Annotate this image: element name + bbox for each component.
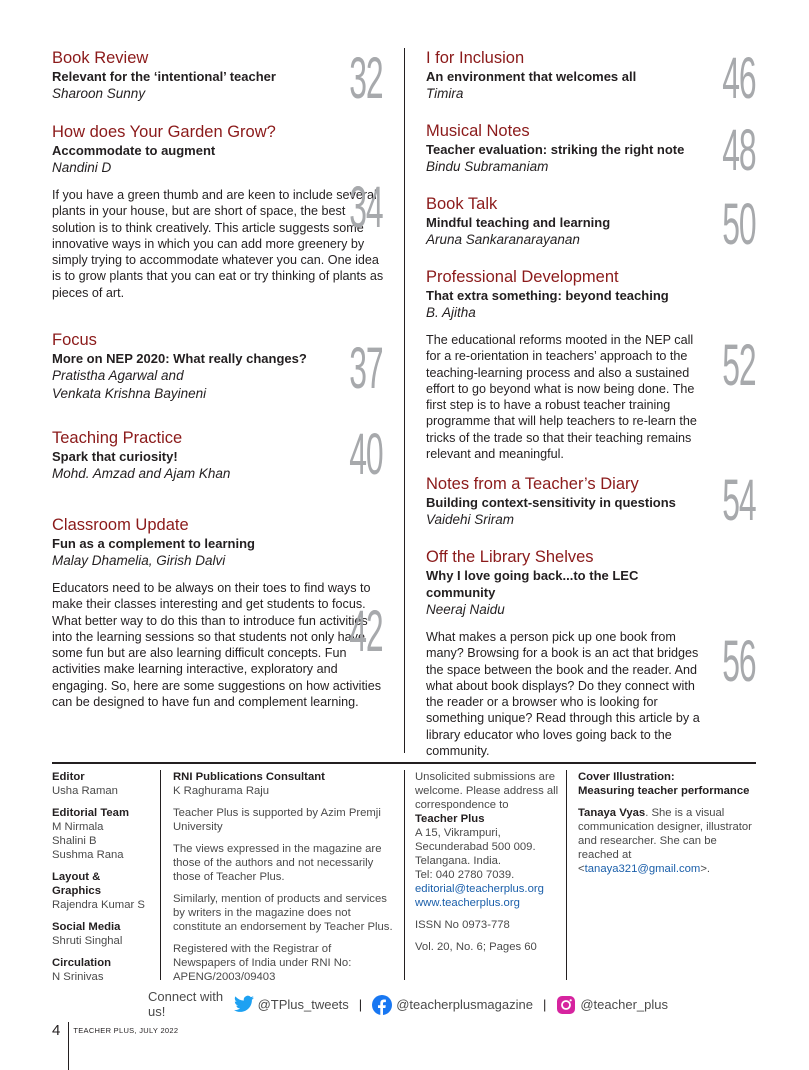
- page-footer: [52, 1022, 178, 1070]
- author: Pratistha Agarwal and: [52, 368, 184, 383]
- staff-name: Sushma Rana: [52, 849, 124, 861]
- author: Sharoon Sunny: [52, 86, 146, 101]
- toc-entry-book-talk[interactable]: [426, 192, 766, 257]
- author: Neeraj Naidu: [426, 602, 505, 617]
- page-number: 48: [722, 118, 756, 183]
- toc-entry-garden[interactable]: [52, 122, 387, 301]
- section-title: I for Inclusion: [426, 49, 525, 67]
- section-title: Focus: [52, 331, 97, 349]
- page-number: 32: [349, 46, 383, 111]
- page-number: 40: [349, 422, 383, 487]
- section-title: Teaching Practice: [52, 429, 183, 447]
- connect-label: Connect with us!: [148, 989, 224, 1019]
- staff-name: Rajendra Kumar S: [52, 899, 145, 911]
- endorsement-disclaimer: Similarly, mention of products and services by writers in the magazine does not constitute an endorsement by Teacher Plus.: [173, 893, 393, 933]
- article-title: Teacher evaluation: striking the right note: [426, 142, 685, 157]
- twitter-icon[interactable]: [234, 995, 254, 1013]
- toc-entry-musical-notes[interactable]: [426, 118, 766, 183]
- role-label: Layout & Graphics: [52, 871, 101, 897]
- role-label: Editor: [52, 771, 85, 783]
- article-title: Why I love going back...to the LEC community: [426, 568, 639, 600]
- staff-name: Shalini B: [52, 835, 97, 847]
- instagram-icon[interactable]: [556, 995, 576, 1013]
- address-line: Telangana. India.: [415, 855, 502, 867]
- article-title: More on NEP 2020: What really changes?: [52, 351, 307, 366]
- author: Bindu Subramaniam: [426, 159, 549, 174]
- facebook-handle[interactable]: @teacherplusmagazine: [396, 996, 533, 1012]
- page-number: 46: [722, 46, 756, 111]
- article-title: Building context-sensitivity in questions: [426, 495, 676, 510]
- section-title: Book Talk: [426, 195, 498, 213]
- issn: ISSN No 0973-778: [415, 919, 510, 931]
- article-blurb: Educators need to be always on their toes to find ways to make their classes interesting and get students to focus. What better way to do this than to introduce fun activities into the learning sessions so that students not only have some fun but are also learning difficult concepts. Fun activities make learning interactive, exploratory and engaging. So, here are some suggestions on how activities can be designed to have fun and complement learning.: [52, 581, 382, 710]
- toc-entry-book-review[interactable]: [52, 46, 387, 111]
- email-link[interactable]: editorial@teacherplus.org: [415, 883, 544, 895]
- article-blurb: The educational reforms mooted in the NEP call for a re-orientation in teachers’ approach to the teaching-learning process and also a sustained effort to go beyond what is now being done. The first step is to have a robust teacher training programme that will help teachers to re-learn the tricks of the trade so that their teaching remains relevant and meaningful.: [426, 333, 697, 462]
- cover-subtitle: Measuring teacher performance: [578, 785, 750, 797]
- address-line: Secunderabad 500 009.: [415, 841, 536, 853]
- staff-name: Usha Raman: [52, 785, 118, 797]
- magazine-issue: TEACHER PLUS, JULY 2022: [73, 1026, 179, 1035]
- website-link[interactable]: www.teacherplus.org: [415, 897, 520, 909]
- org-name: Teacher Plus: [415, 813, 485, 825]
- masthead-rule: [52, 762, 756, 764]
- masthead-editorial-team: [52, 806, 147, 862]
- section-title: Book Review: [52, 49, 149, 67]
- social-bar: Connect with us! @TPlus_tweets | @teacherplusmagazine | @teacher_plus: [148, 989, 668, 1019]
- masthead-divider: [404, 770, 405, 980]
- illustrator-name: Tanaya Vyas: [578, 807, 646, 819]
- toc-entry-classroom-update[interactable]: [52, 515, 387, 710]
- masthead-staff: [52, 770, 147, 992]
- role-label: Circulation: [52, 957, 111, 969]
- author: Venkata Krishna Bayineni: [52, 386, 207, 401]
- instagram-handle[interactable]: @teacher_plus: [580, 996, 668, 1012]
- masthead-publication-info: [173, 770, 395, 992]
- role-label: Editorial Team: [52, 807, 130, 819]
- masthead-editor: [52, 770, 147, 798]
- masthead-circulation: [52, 956, 147, 984]
- toc-entry-focus[interactable]: [52, 330, 387, 403]
- folio-number: 4: [52, 1022, 61, 1039]
- volume-info: Vol. 20, No. 6; Pages 60: [415, 941, 537, 953]
- submissions-note: Unsolicited submissions are welcome. Please address all correspondence to: [415, 771, 559, 811]
- column-divider: [404, 48, 405, 753]
- page-number: 50: [722, 192, 756, 257]
- section-title: How does Your Garden Grow?: [52, 123, 276, 141]
- illustrator-bio: Tanaya Vyas. She is a visual communication designer, illustrator and researcher. She can be reached at <tanaya321@gmail.com>.: [578, 807, 752, 875]
- masthead-cover-credit: [578, 770, 758, 876]
- masthead-contact: [415, 770, 560, 954]
- author: Mohd. Amzad and Ajam Khan: [52, 466, 231, 481]
- section-title: Off the Library Shelves: [426, 548, 594, 566]
- article-title: Mindful teaching and learning: [426, 215, 611, 230]
- page-number: 54: [722, 468, 756, 533]
- page-number: 42: [349, 599, 383, 664]
- section-title: Professional Development: [426, 268, 619, 286]
- toc-entry-teaching-practice[interactable]: [52, 422, 387, 487]
- author: Timira: [426, 86, 464, 101]
- staff-name: Shruti Singhal: [52, 935, 123, 947]
- masthead-divider: [160, 770, 161, 980]
- illustrator-email[interactable]: tanaya321@gmail.com: [584, 863, 701, 875]
- views-disclaimer: The views expressed in the magazine are those of the authors and not necessarily those of Teacher Plus.: [173, 843, 382, 883]
- staff-name: M Nirmala: [52, 821, 104, 833]
- registration-note: Registered with the Registrar of Newspapers of India under RNI No: APENG/2003/09403: [173, 943, 352, 983]
- article-title: Accommodate to augment: [52, 143, 216, 158]
- consultant-name: K Raghurama Raju: [173, 785, 270, 797]
- consultant-label: RNI Publications Consultant: [173, 771, 325, 783]
- support-note: Teacher Plus is supported by Azim Premji University: [173, 807, 381, 833]
- article-title: An environment that welcomes all: [426, 69, 637, 84]
- facebook-icon[interactable]: [372, 995, 392, 1013]
- article-blurb: What makes a person pick up one book from many? Browsing for a book is an act that bridges the space between the book and the reader. And what about book displays? Do they connect with the reader or a browser who is looking for something unique? Read through this article by a library educator who loves going back to the community.: [426, 630, 700, 759]
- section-title: Musical Notes: [426, 122, 530, 140]
- toc-entry-inclusion[interactable]: [426, 46, 766, 111]
- role-label: Social Media: [52, 921, 121, 933]
- page-number: 56: [722, 629, 756, 694]
- page-number: 34: [349, 175, 383, 240]
- masthead-layout: [52, 870, 147, 912]
- page-number: 52: [722, 333, 756, 398]
- twitter-handle[interactable]: @TPlus_tweets: [257, 996, 349, 1012]
- author: Aruna Sankaranarayanan: [426, 232, 580, 247]
- author: B. Ajitha: [426, 305, 476, 320]
- article-title: Relevant for the ‘intentional’ teacher: [52, 69, 276, 84]
- toc-entry-library-shelves[interactable]: [426, 547, 766, 759]
- phone: Tel: 040 2780 7039.: [415, 869, 515, 881]
- article-title: Fun as a complement to learning: [52, 536, 255, 551]
- address-line: A 15, Vikrampuri,: [415, 827, 501, 839]
- author: Vaidehi Sriram: [426, 512, 515, 527]
- author: Malay Dhamelia, Girish Dalvi: [52, 553, 226, 568]
- masthead-divider: [566, 770, 567, 980]
- footer-divider: [68, 1022, 69, 1070]
- section-title: Notes from a Teacher’s Diary: [426, 475, 639, 493]
- article-blurb: If you have a green thumb and are keen to include several plants in your house, but are short of space, the best solution is to think creatively. This article suggests some innovative ways in which you can add more greenery by simply trying to accommodate whatever you can. One idea is to grow plants that you can eat or try thinking of plants as pieces of art.: [52, 188, 384, 300]
- author: Nandini D: [52, 160, 112, 175]
- masthead-social-media: [52, 920, 147, 948]
- toc-entry-teachers-diary[interactable]: [426, 468, 766, 533]
- toc-entry-professional-development[interactable]: [426, 267, 766, 462]
- article-title: That extra something: beyond teaching: [426, 288, 669, 303]
- staff-name: N Srinivas: [52, 971, 104, 983]
- page-number: 37: [349, 336, 383, 401]
- section-title: Classroom Update: [52, 516, 189, 534]
- article-title: Spark that curiosity!: [52, 449, 178, 464]
- cover-label: Cover Illustration:: [578, 771, 675, 783]
